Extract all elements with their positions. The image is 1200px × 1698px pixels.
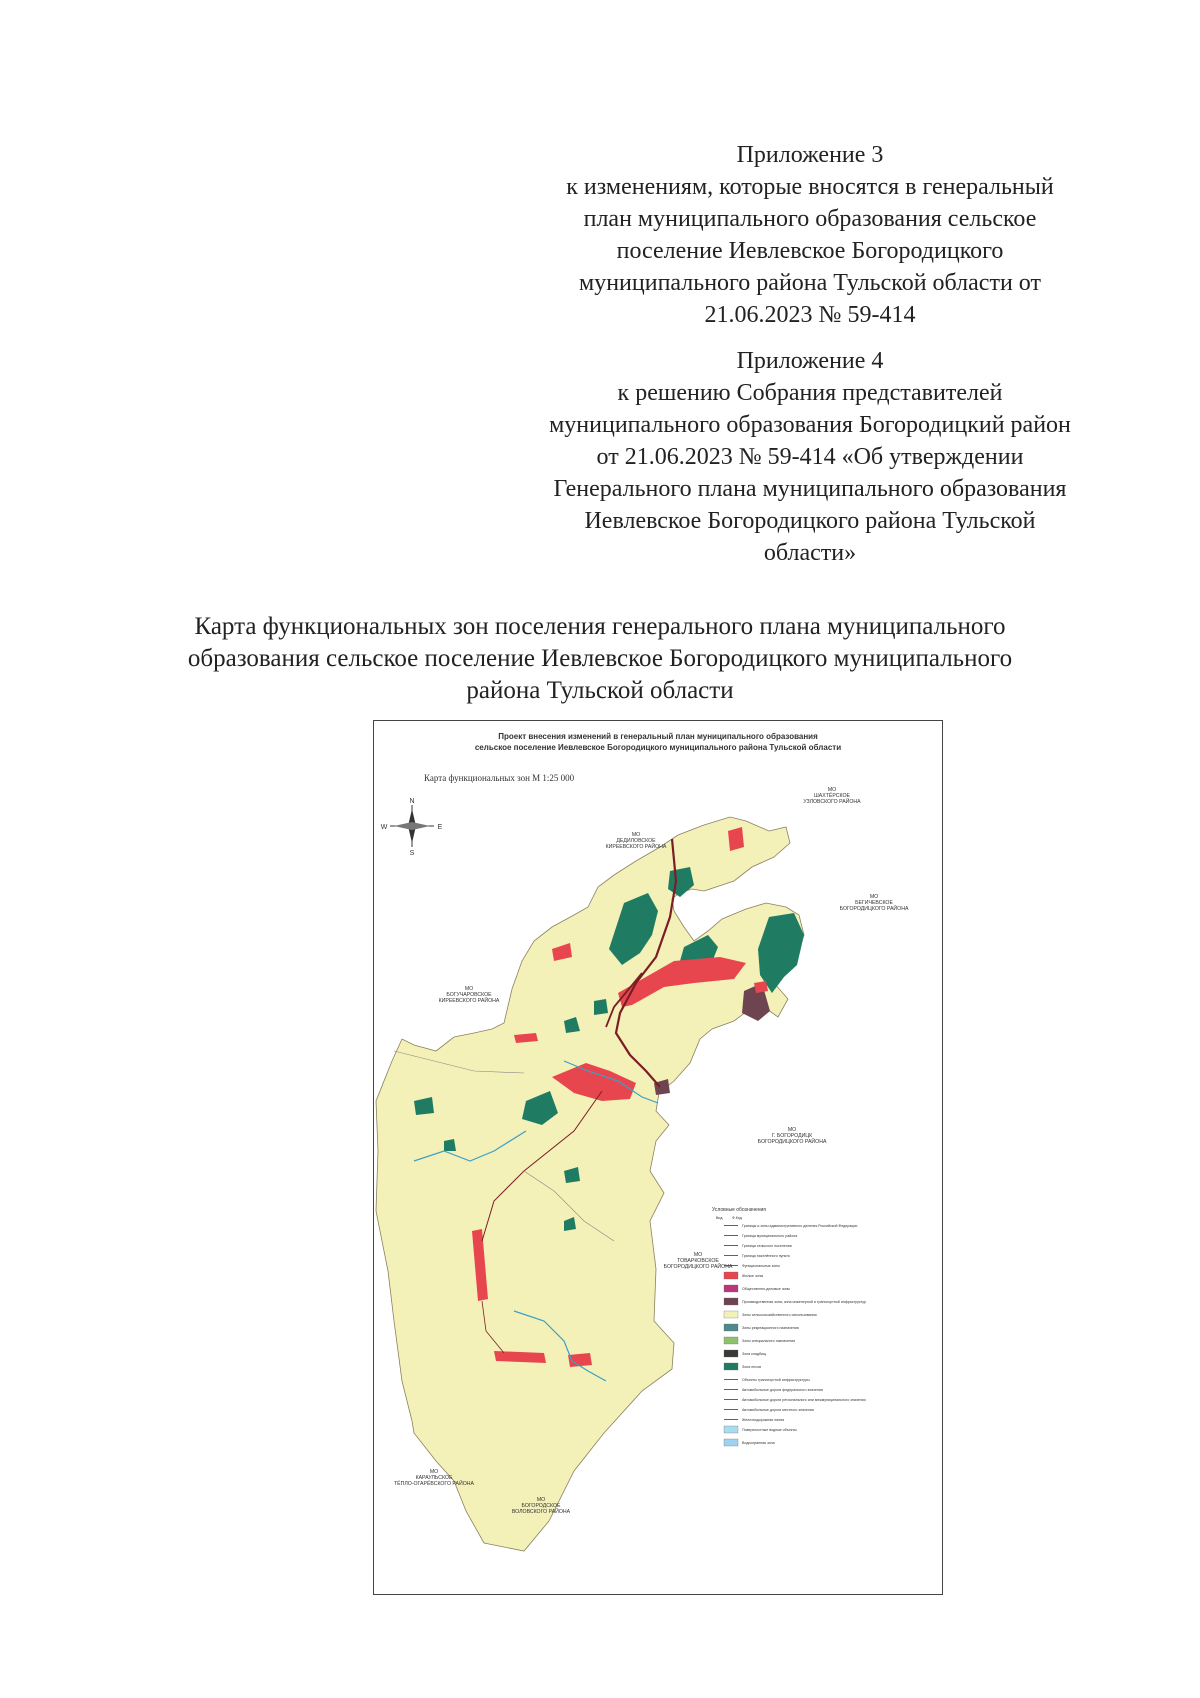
legend-item [724, 1298, 866, 1305]
compass-s: S [409, 850, 415, 857]
legend-label: Производственная зона, зона инженерной и транспортной инфраструктур [742, 1300, 867, 1304]
svg-text:ТЁПЛО-ОГАРЁВСКОГО РАЙОНА: ТЁПЛО-ОГАРЁВСКОГО РАЙОНА [394, 1481, 474, 1487]
annex4-line: Приложение 4 [736, 348, 884, 374]
residential-zone [754, 981, 768, 993]
svg-text:УЗЛОВСКОГО РАЙОНА: УЗЛОВСКОГО РАЙОНА [803, 799, 861, 805]
annex4-line: от 21.06.2023 № 59-414 «Об утверждении [596, 444, 1024, 470]
legend-item [724, 1244, 792, 1248]
adjacent-label-bogucharov [439, 986, 500, 1004]
adjacent-label-bogoroditsk [758, 1127, 827, 1145]
svg-text:БОГОРОДИЦКОГО РАЙОНА: БОГОРОДИЦКОГО РАЙОНА [663, 1264, 733, 1270]
svg-text:МО: МО [693, 1252, 703, 1258]
annex3-line: поселение Иевлевское Богородицкого [616, 238, 1004, 264]
legend-label: Граница населённого пункта [742, 1254, 790, 1258]
svg-text:ТОВАРКОВСКОЕ: ТОВАРКОВСКОЕ [677, 1258, 719, 1264]
legend-item [724, 1254, 790, 1258]
legend-label: Зона кладбищ [742, 1352, 766, 1356]
svg-text:КИРЕЕВСКОГО РАЙОНА: КИРЕЕВСКОГО РАЙОНА [605, 844, 667, 850]
svg-text:КИРЕЕВСКОГО РАЙОНА: КИРЕЕВСКОГО РАЙОНА [438, 998, 500, 1004]
svg-text:МО: МО [429, 1469, 439, 1475]
svg-text:БОГОРОДСКОЕ: БОГОРОДСКОЕ [521, 1503, 561, 1509]
annex-4-header [500, 345, 1120, 569]
legend-label: Железнодорожная линия [742, 1418, 785, 1422]
legend-item [724, 1311, 817, 1318]
legend-swatch [724, 1363, 738, 1370]
residential-zone [728, 827, 744, 851]
legend-col-2: Ф.Код [732, 1216, 742, 1220]
compass-w: W [380, 824, 388, 831]
legend-item [724, 1363, 761, 1370]
annex4-line: области» [763, 540, 857, 566]
legend-label: Автомобильные дороги федерального значения [742, 1388, 823, 1392]
map-caption-line: района Тульской области [466, 677, 734, 704]
svg-text:МО: МО [464, 986, 474, 992]
map-caption-line: Карта функциональных зон поселения генерального плана муниципального [194, 613, 1006, 640]
legend-item [724, 1439, 775, 1446]
map-header-line-2: сельское поселение Иевлевское Богородицкого муниципального района Тульской области [474, 743, 842, 752]
legend-item [724, 1388, 823, 1392]
legend-col-1: Вид [716, 1216, 723, 1220]
map-caption [60, 611, 1140, 707]
annex3-line: Приложение 3 [736, 142, 884, 168]
legend-item [724, 1224, 857, 1228]
legend-label: Автомобильные дороги местного значения [742, 1408, 814, 1412]
legend-label: Границы и зоны административного деления Российской Федерации [742, 1224, 858, 1228]
settlement-territory [376, 817, 804, 1551]
legend-item [724, 1418, 784, 1422]
annex4-line: Иевлевское Богородицкого района Тульской [584, 508, 1036, 534]
legend-swatch [724, 1426, 738, 1433]
legend-label: Поверхностные водные объекты [742, 1428, 797, 1432]
adjacent-label-shakhtersk [803, 787, 861, 805]
svg-text:ВОЛОВСКОГО РАЙОНА: ВОЛОВСКОГО РАЙОНА [511, 1509, 571, 1515]
legend-swatch [724, 1350, 738, 1357]
adjacent-label-begichev [840, 894, 909, 912]
legend-swatch [724, 1337, 738, 1344]
legend-item [724, 1426, 797, 1433]
adjacent-label-dedilovo [606, 832, 667, 850]
legend-item [724, 1350, 766, 1357]
svg-text:МО: МО [827, 787, 837, 793]
legend-label: Зоны рекреационного назначения [742, 1326, 799, 1330]
legend-item [724, 1378, 810, 1382]
map-header-line-1: Проект внесения изменений в генеральный план муниципального образования [498, 732, 818, 741]
annex3-line: муниципального района Тульской области от [579, 270, 1041, 296]
svg-text:МО: МО [536, 1497, 546, 1503]
svg-text:МО: МО [869, 894, 879, 900]
legend-item [724, 1398, 866, 1402]
legend-item [724, 1285, 790, 1292]
legend-label: Жилые зоны [742, 1274, 764, 1278]
map-canvas [374, 721, 942, 1594]
svg-text:МО: МО [631, 832, 641, 838]
annex4-line: Генерального плана муниципального образования [553, 476, 1067, 502]
svg-text:Г. БОГОРОДИЦК: Г. БОГОРОДИЦК [771, 1133, 813, 1139]
compass-e: E [437, 824, 443, 831]
legend-label: Зоны специального назначения [742, 1339, 796, 1343]
legend-item [724, 1324, 799, 1331]
legend-item [724, 1234, 797, 1238]
legend-title: Условные обозначения [712, 1207, 767, 1213]
legend-label: Функциональные зоны [742, 1264, 780, 1268]
legend-item [724, 1264, 780, 1268]
legend-label: Автомобильные дороги регионального или межмуниципального значения [742, 1398, 866, 1402]
legend-item [724, 1408, 814, 1412]
legend-label: Граница сельского поселения [742, 1244, 792, 1248]
svg-text:БЕГИЧЕВСКОЕ: БЕГИЧЕВСКОЕ [855, 900, 893, 906]
svg-text:ШАХТЁРСКОЕ: ШАХТЁРСКОЕ [814, 793, 850, 799]
forest-area [594, 999, 608, 1015]
adjacent-label-tovarkovo [664, 1252, 733, 1270]
compass-n: N [409, 798, 415, 805]
legend-swatch [724, 1298, 738, 1305]
annex3-line: план муниципального образования сельское [583, 206, 1037, 232]
legend-item [724, 1272, 764, 1279]
legend-label: Зона лесов [742, 1365, 761, 1369]
legend-label: Объекты транспортной инфраструктуры [742, 1378, 810, 1382]
residential-zone [494, 1351, 546, 1363]
legend-label: Общественно-деловые зоны [742, 1287, 791, 1291]
forest-area [444, 1139, 456, 1151]
legend-item [724, 1337, 795, 1344]
legend-swatch [724, 1439, 738, 1446]
functional-zones-map [373, 720, 943, 1595]
svg-text:БОГОРОДИЦКОГО РАЙОНА: БОГОРОДИЦКОГО РАЙОНА [757, 1139, 827, 1145]
legend-swatch [724, 1285, 738, 1292]
compass-rose-icon [381, 798, 443, 857]
map-subtitle: Карта функциональных зон М 1:25 000 [424, 773, 575, 783]
annex3-line: к изменениям, которые вносятся в генеральный [566, 174, 1054, 200]
svg-text:БОГОРОДИЦКОГО РАЙОНА: БОГОРОДИЦКОГО РАЙОНА [839, 906, 909, 912]
legend-swatch [724, 1324, 738, 1331]
legend-label: Водоохранная зона [742, 1441, 775, 1445]
map-legend [712, 1207, 866, 1446]
svg-text:ДЕДИЛОВСКОЕ: ДЕДИЛОВСКОЕ [616, 838, 656, 844]
svg-text:БОГУЧАРОВСКОЕ: БОГУЧАРОВСКОЕ [446, 992, 492, 998]
legend-swatch [724, 1272, 738, 1279]
legend-label: Зоны сельскохозяйственного использования [742, 1313, 817, 1317]
annex3-line: 21.06.2023 № 59-414 [704, 302, 916, 328]
svg-text:КАРАУЛЬСКОЕ: КАРАУЛЬСКОЕ [415, 1475, 453, 1481]
svg-text:МО: МО [787, 1127, 797, 1133]
annex4-line: к решению Собрания представителей [617, 380, 1003, 406]
annex-3-header [500, 139, 1120, 331]
map-caption-line: образования сельское поселение Иевлевское Богородицкого муниципального [187, 645, 1013, 672]
legend-label: Граница муниципального района [742, 1234, 798, 1238]
legend-swatch [724, 1311, 738, 1318]
annex4-line: муниципального образования Богородицкий район [549, 412, 1071, 438]
